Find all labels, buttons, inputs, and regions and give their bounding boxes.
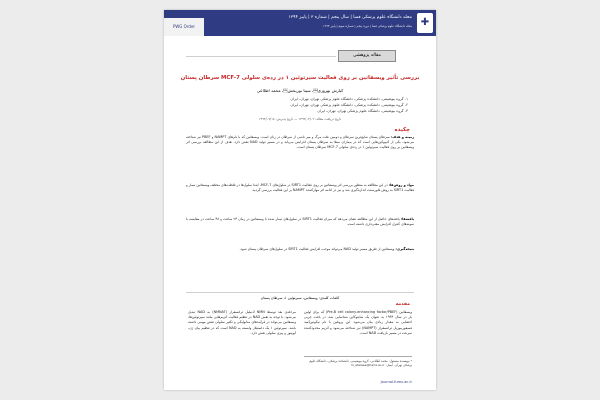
paper-authors: کیارش بهروزی، سینا نوربخش، محمد اطلاعی bbox=[256, 88, 344, 93]
intro-right-column: ویسفاتین (Pre-B cell colony-enhancing factor/PBEF) که برای اولین بار در سال ۱۹۹۴ به عنوان یک سایتوکاین شناسایی شد، در بافت چربی احشایی به مقدار زیادی بیان می‌شود. این پروتئین با نام نیکوتین‌آمید فسفوریبوزیل ترانسفراز (NAMPT) نیز شناخته می‌شود و آنزیم محدودکننده سرعت در مسیر بازیافت NAD است. bbox=[304, 310, 412, 335]
journal-url-link[interactable]: journal.fums.ac.ir bbox=[380, 380, 412, 384]
affiliation-3: ۳- گروه بیوشیمی، دانشگاه علوم پزشکی تهران، تهران، ایران bbox=[317, 109, 408, 113]
header-divider bbox=[186, 56, 336, 57]
affiliation-2: ۲- گروه بیوشیمی، دانشکده پزشکی، دانشگاه علوم پزشکی تهران، تهران، ایران bbox=[290, 103, 408, 107]
paper-title: بررسی تأثیر ویسفاتین بر روی فعالیت سیرتوئین ۱ در رده‌ی سلولی MCF-7 سرطان پستان bbox=[180, 75, 420, 81]
methods-text: در این مطالعه به منظور بررسی اثر ویسفاتین بر روی فعالیت SIRT1 در سلول‌های MCF-7، ابتدا سلول‌ها در غلظت‌های مختلف ویسفاتین تیمار و فعالیت SIRT1 به روش فلورسنت اندازه‌گیری شد و نیز در ادامه اثر مهارکننده NAMPT بر این فعالیت بررسی گردید. bbox=[186, 183, 414, 192]
journal-header bbox=[164, 10, 436, 36]
background-label: زمینه و هدف: bbox=[390, 135, 415, 139]
intro-left-column: مرحله‌ی بعد توسط NMN آدنیلیل ترانسفراز (NMNAT) به NAD تبدیل می‌شود. با توجه به نقش NAD در تنظیم فعالیت آنزیم‌هایی مانند سیرتوئین‌ها، ویسفاتین می‌تواند در فرآیندهای متابولیکی و تکثیر سلولی نقش مهمی داشته باشد. سیرتوئین ۱ یک داستیلاز وابسته به NAD است که در تنظیم بیان ژن، آپوپتوز و پیری سلولی نقش دارد. bbox=[188, 310, 296, 335]
abstract-background bbox=[186, 135, 414, 150]
background-text: سرطان پستان شایع‌ترین سرطان و دومین علت مرگ و میر ناشی از سرطان در زنان است. ویسفاتین که با نام‌های NAMPT و PBEF نیز شناخته می‌شود، یکی از آدیپوکین‌هایی است که در بیماران مبتلا به سرطان پستان افزایش می‌یابد و در مسیر تولید NAD نقش دارد. هدف از این مطالعه بررسی اثر ویسفاتین بر روی فعالیت سیرتوئین ۱ در رده‌ی سلولی MCF-7 سرطان پستان است. bbox=[186, 135, 414, 149]
header-tab: PWG Order bbox=[164, 18, 204, 36]
university-logo-icon: ✚ bbox=[417, 13, 433, 33]
introduction-heading: مقدمه bbox=[395, 302, 410, 307]
results-text: یافته‌های حاصل از این مطالعه نشان می‌دهد که میزان فعالیت SIRT1 در سلول‌های تیمار شده با ویسفاتین در زمان ۲۴ ساعت و ۴۸ ساعت در مقایسه با نمونه‌های کنترل افزایش معنی‌داری داشته است. bbox=[186, 217, 414, 226]
abstract-heading: چکیده bbox=[394, 127, 410, 133]
article-type-badge: مقاله پژوهشی bbox=[338, 50, 396, 62]
corresponding-author-footnote: * نویسنده مسئول: محمد اطلاعی، گروه بیوشیمی، دانشکده پزشکی، دانشگاه علوم پزشکی تهران. ایمیل: m_etelaee@tums.ac.ir bbox=[304, 356, 412, 368]
affiliation-1: ۱- گروه بیوشیمی، دانشکده پزشکی، دانشگاه علوم پزشکی تهران، تهران، ایران bbox=[290, 97, 408, 101]
results-label: یافته‌ها: bbox=[400, 217, 414, 221]
abstract-conclusion bbox=[186, 247, 414, 252]
article-page bbox=[164, 10, 436, 390]
journal-title: مجله دانشگاه علوم پزشکی فسا | سال پنجم | شماره ۳ | پاییز ۱۳۹۴ bbox=[288, 15, 412, 20]
abstract-body bbox=[186, 135, 414, 287]
journal-subtitle: مجله دانشگاه علوم پزشکی فسا | دوره پنجم | شماره سوم | پاییز ۱۳۹۴ bbox=[323, 24, 412, 28]
methods-label: مواد و روش‌ها: bbox=[388, 183, 414, 187]
abstract-results bbox=[186, 217, 414, 227]
keywords: کلمات کلیدی: ویسفاتین، سیرتوئین ۱، سرطان پستان bbox=[186, 292, 414, 300]
conclusion-label: نتیجه‌گیری: bbox=[395, 247, 414, 251]
conclusion-text: ویسفاتین از طریق مسیر تولید NAD می‌تواند موجب افزایش فعالیت SIRT1 در سلول‌های سرطان پستان شود. bbox=[239, 247, 395, 251]
abstract-methods bbox=[186, 183, 414, 193]
received-accepted-dates: تاریخ دریافت مقاله: ۱۳۹۴/۰۳/۰۲ — تاریخ پذیرش: ۱۳۹۴/۰۷/۱۸ bbox=[258, 117, 342, 121]
